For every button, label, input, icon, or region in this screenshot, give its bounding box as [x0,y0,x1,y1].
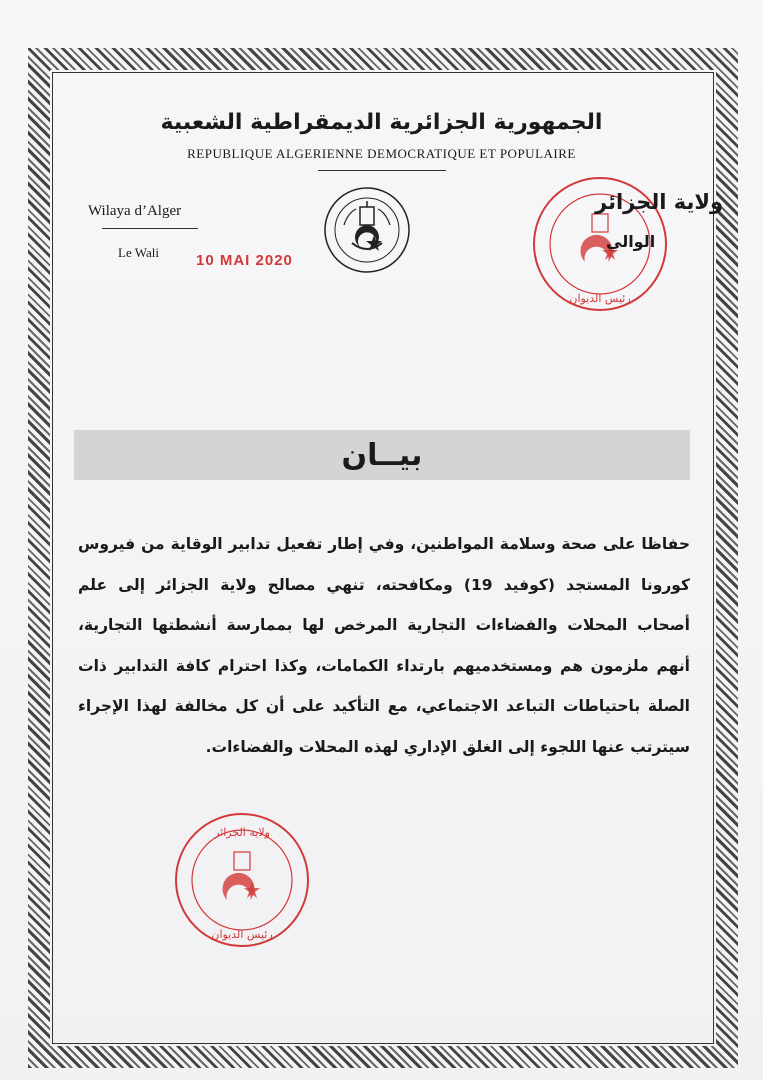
date-stamp: 10 MAI 2020 [196,252,293,269]
stamp-bottom-caption: رئيس الديوان [211,928,273,941]
document-body [78,524,690,767]
wilaya-label: Wilaya d’Alger [88,203,182,219]
header-french-title: REPUBLIQUE ALGERIENNE DEMOCRATIQUE ET POPULAIRE [187,146,576,161]
wali-label: Le Wali [118,245,159,260]
national-emblem-icon [322,185,412,275]
document-title: بيــان [341,437,423,473]
header-arabic-title: الجمهورية الجزائرية الديمقراطية الشعبية [160,110,603,135]
wilaya-underline [102,228,198,229]
wilaya-arabic-label: ولاية الجزائر [595,190,724,214]
document-title-bar [74,430,690,480]
wali-arabic-label: الوالي [606,232,656,251]
stamp-top-caption: رئيس الديوان [569,292,631,305]
stamp-bottom-ring-text: ولاية الجزائر [214,826,270,839]
header-divider [318,170,446,171]
body-paragraph: حفاظا على صحة وسلامة المواطنين، وفي إطار تفعيل تدابير الوقاية من فيروس كورونا المستجد (كوفيد 19) ومكافحته، تنهي مصالح ولاية الجزائر إلى علم أصحاب المحلات والفضاءات التجارية المرخص لها بممارسة أنشطتها التجارية، أنهم ملزمون هم ومستخدميهم بارتداء الكمامات، وكذا احترام كافة التدابير ذات الصلة باحتياطات التباعد الاجتماعي، مع التأكيد على أن كل مخالفة لهذا الإجراء سيترتب عنها اللجوء إلى الغلق الإداري لهذه المحلات والفضاءات. [78,535,690,756]
official-stamp-bottom [172,810,312,950]
